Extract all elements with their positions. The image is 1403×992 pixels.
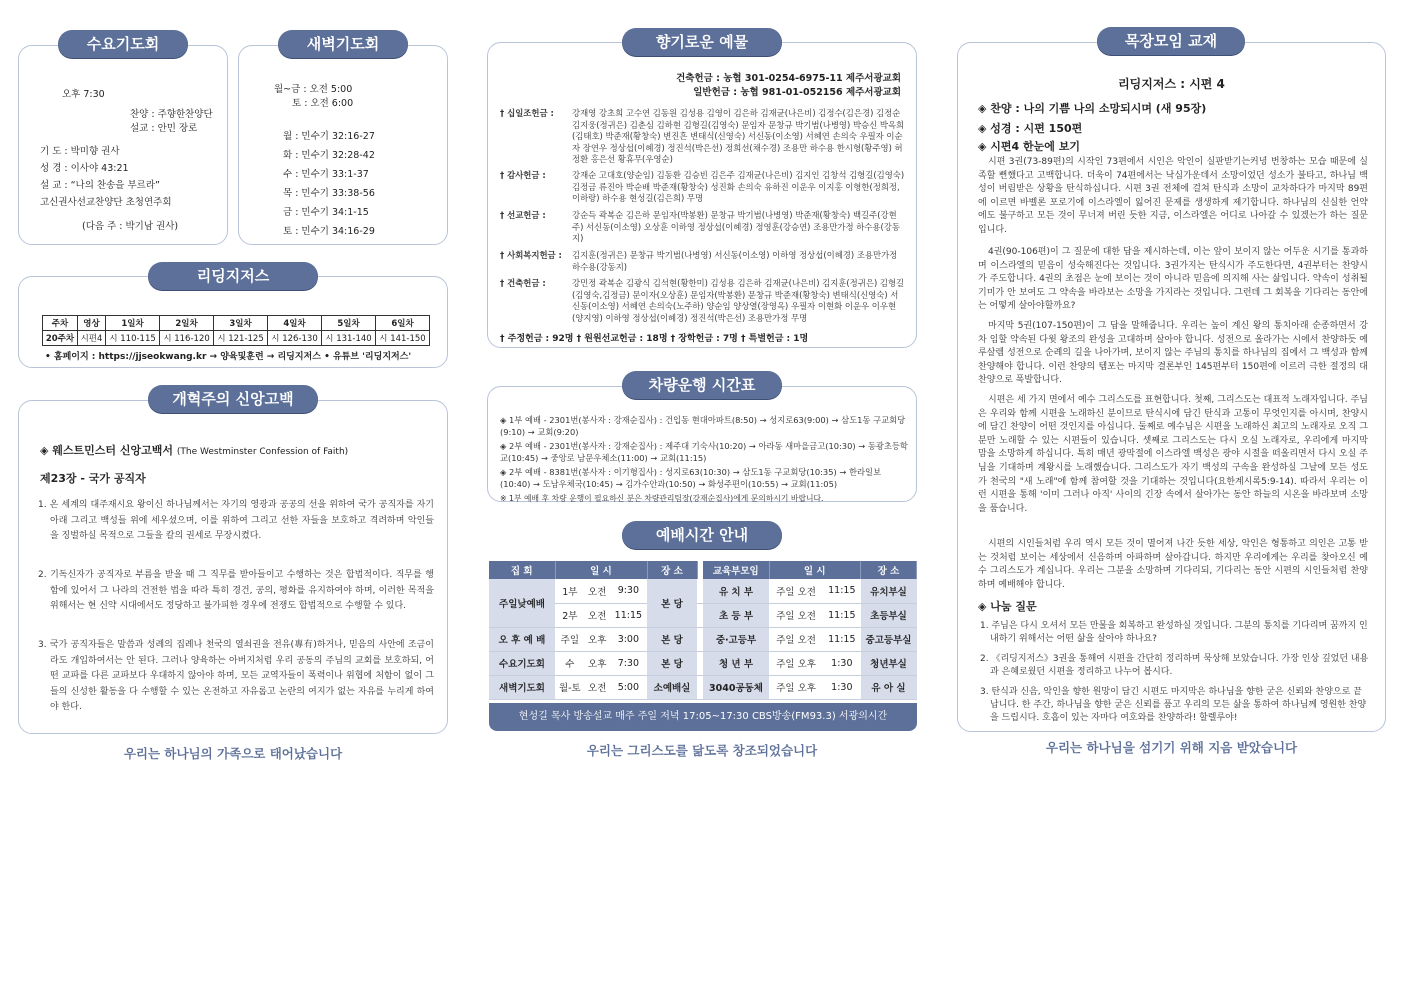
offering-group [500, 170, 905, 205]
cell-paragraph: 4권(90-106편)이 그 질문에 대한 답을 제시하는데, 이는 앞이 보이지 않는 어두운 시기를 통과하며 이스라엘의 믿음이 성숙해진다는 것입니다. 3권가지는 탄식시가 주도한다면, 4권부터는 찬양시가 주도합니다. 4권의 초점은 눈에 보이는 것이 아니라 믿음에 의지해 사는 삶입니다. 약속이 성취될 기미가 안 보여도 그 약속을 바라보는 소망을 가지라는 것입니다. 그런데 그 회복을 기다리는 동안에는 어떻게 살아야할까요? [978, 247, 1368, 312]
service-dept: 3040공동체 [703, 675, 769, 699]
service-cell: 오후 [585, 651, 610, 675]
reading-cell: 시 116-120 [160, 331, 214, 346]
wednesday-line: 설 교 : “나의 찬송을 부르라” [40, 180, 160, 191]
cell-question: 3. 탄식과 신음, 악인을 향한 원망이 담긴 시편도 마지막은 하나님을 향한 굳은 신뢰와 찬양으로 끝납니다. 한 주간, 하나님을 향한 굳은 신뢰를 품고 우리의 모든 삶을 통하여 하나님께 영원한 찬양을 드립시다. 호흡이 있는 자마다 여호와를 찬양하라! 할렐루야! [980, 687, 1367, 723]
confession-chapter: 제23장 - 국가 공직자 [40, 472, 146, 485]
dawn-reading: 화 : 민수기 32:28-42 [283, 150, 375, 161]
service-dept: 유 치 부 [703, 579, 769, 603]
service-cell: 주일 [555, 627, 585, 651]
dawn-reading: 수 : 민수기 33:1-37 [283, 169, 369, 180]
reading-cell: 20주차 [43, 331, 78, 346]
cell-title: 목장모임 교재 [1097, 27, 1245, 55]
reading-cell: 시 126-130 [268, 331, 322, 346]
service-cell: 월-토 [555, 675, 585, 699]
confession-heading-ko: ◈ 웨스트민스터 신앙고백서 [40, 444, 174, 457]
reading-header: 6일차 [376, 316, 430, 331]
dawn-reading: 월 : 민수기 32:16-27 [283, 131, 375, 142]
wednesday-praise: 찬양 : 주향한찬양단 [130, 109, 213, 120]
reading-header: 2일차 [160, 316, 214, 331]
service-title: 예배시간 안내 [622, 521, 782, 549]
service-cell: 7:30 [610, 651, 647, 675]
bus-line: ◈ 1부 예배 - 2301번(봉사자 : 강재순집사) : 건입동 현대아파트(8:50) → 성지로63(9:00) → 삼도1동 구교회당(9:10) → 교회(9:20) [500, 415, 906, 438]
dawn-time: 토 : 오전 6:00 [292, 98, 354, 109]
reading-cell: 시 141-150 [376, 331, 430, 346]
reading-cell: 시 121-125 [214, 331, 268, 346]
service-header: 장 소 [861, 561, 917, 579]
offering-label: † 건축헌금 : [500, 278, 546, 288]
offering-group [500, 210, 905, 245]
wednesday-time: 오후 7:30 [62, 89, 105, 100]
service-dept: 중·고등부 [703, 627, 769, 651]
confession-item: 2. 기독신자가 공직자로 부름을 받을 때 그 직무를 받아들이고 수행하는 것은 합법적이다. 직무를 행함에 있어서 그 나라의 건전한 법을 따라 특히 경건, 공의, 평화를 유지하여야 하며, 이러한 목적을 위해서는 현 신약 시대에서도 정당하고 불가피한 경우에 전쟁도 합법적으로 수행할 수 있다. [38, 570, 434, 611]
confession-heading-en: (The Westminster Confession of Faith) [176, 447, 349, 457]
cell-paragraph: 시편은 세 가지 면에서 예수 그리스도를 표현합니다. 첫째, 그리스도는 대표적 노래자입니다. 주님은 우리와 함께 시편을 노래하신 분이므로 탄식시에 담긴 탄식과 고통이 무엇인지를 아시며, 찬양시에 담긴 찬양이 어떤 것인지를 아십니다. 둘째로 예수님은 시편을 노래하신 최고의 노래자로 오직 그분만 노래할 수 있는 시편들이 있습니다. 셋째로 그리스도는 다시 오실 노래자로, 우리에게 마지막 맘을 소망하게 하십니다. 특히 매년 광막절에 이스라엘 백성은 광야 시절을 떠올리면서 다시 오실 주님을 기대하며 계왕시를 노래했습니다. 그리스도가 자기 백성의 구속을 완성하실 그날에 모든 성도가 천국의 "새 노래"에 함께 참여할 것을 기대하는 것입니다(요한계시록5:9-14). 따라서 우리는 이런 시편을 통해 '이미 그러나 아직' 사이의 긴장 속에서 살아가는 동안 하늘의 시온을 바라보며 소망을 품습니다. [978, 395, 1368, 514]
offering-group [500, 250, 905, 273]
reading-header: 주차 [43, 316, 78, 331]
service-dept: 청 년 부 [703, 651, 769, 675]
offering-names: 강재순 고대호(양순임) 김동환 김승빈 김은주 김재균(나은비) 김지인 김창석 김형길(김영숙)김정금 류진아 박순배 박준재(황창숙) 성진화 손의숙 유하진 이운우 이지홍 이형한(정희정,이하랑) 하수용 현성길(김은희) 무명 [572, 170, 905, 203]
reading-title: 리딩지저스 [148, 262, 318, 290]
wednesday-line: 고신권사선교찬양단 초청연주회 [40, 197, 172, 208]
service-header: 일 시 [555, 561, 647, 579]
dawn-title: 새벽기도회 [278, 30, 408, 58]
offering-label: † 선교헌금 : [500, 210, 546, 220]
service-place: 초등부실 [861, 603, 917, 627]
reading-header: 1일차 [106, 316, 160, 331]
cell-scripture: ◈ 성경 : 시편 150편 [978, 122, 1083, 135]
bus-note: ※ 1부 예배 후 차량 운행이 필요하신 분은 차량관리팀장(강재순집사)에게 문의하시기 바랍니다. [500, 494, 824, 503]
service-cell: 주일 오전 [769, 603, 823, 627]
footer-left: 우리는 하나님의 가족으로 태어났습니다 [123, 746, 343, 761]
service-cell: 오전 [585, 579, 610, 603]
reading-header: 영상 [77, 316, 105, 331]
confession-item: 1. 온 세계의 대주재시요 왕이신 하나님께서는 자기의 영광과 공공의 선을 위하여 국가 공직자를 자기 아래 그리고 백성들 위에 세우셨으며, 이를 위하여 그리고 선한 자들을 보호하고 격려하며 악인들을 징벌하실 목적으로 그들을 칼의 권세로 무장시켰다. [38, 500, 434, 541]
service-broadcast: 현성길 목사 방송설교 매주 주일 저녁 17:05~17:30 CBS방송(FM93.3) 서광의시간 [489, 703, 917, 731]
service-cell: 11:15 [823, 579, 860, 603]
bus-title: 차량운행 시간표 [622, 371, 782, 399]
service-cell: 5:00 [610, 675, 647, 699]
reading-table [42, 315, 430, 346]
service-cat: 오 후 예 배 [489, 627, 555, 651]
service-place: 본 당 [647, 627, 697, 651]
service-cell: 1:30 [823, 651, 860, 675]
service-cell: 1:30 [823, 675, 860, 699]
cell-paragraph: 마지막 5권(107-150편)이 그 답을 말해줍니다. 우리는 높이 계신 왕의 통치아래 순종하면서 강차 임할 약속된 다윗 왕조의 완성을 고대하며 살아야 합니다. 성전으로 올라가는 시에서 찬양하듯 예루살렘 성전으로 순례의 길을 나아가며, 보이지 않는 주님의 통치를 하나님의 집에서 그 백성과 함께 찬양해야 합니다. 이런 찬양의 템포는 마지막 결론부인 145편부터 150편에 이르러 극한 절정의 대찬양으로 폭발합니다. [978, 321, 1368, 386]
cell-praise: ◈ 찬양 : 나의 기쁨 나의 소망되시며 (새 95장) [978, 102, 1207, 115]
bus-line: ◈ 2부 예배 - 8381번(봉사자 : 이기형집사) : 성지로63(10:30) → 삼도1동 구교회당(10:35) → 한라일보(10:40) → 도남우체국(10:45) → 김가수안과(10:50) → 화성주편이(10:55) → 교회(11:05) [500, 467, 882, 490]
service-cell: 11:15 [610, 603, 647, 627]
confession-item: 3. 국가 공직자들은 말씀과 성례의 집례나 천국의 열쇠권을 전유(專有)하거나, 믿음의 사안에 조금이라도 개입하여서는 안 된다. 그러나 양육하는 아버지처럼 우리 공동의 주님의 교회를 보호하되, 어떤 교파를 다른 교파보다 우대하지 않아야 하며, 모든 교역자들이 폭력이나 위협에 처함이 없이 그들의 신성한 활동을 다 수행할 수 있는 온전하고 자유롭고 논란의 여지가 없는 자유를 누리게 하여야 한다. [38, 640, 434, 712]
service-header: 일 시 [769, 561, 860, 579]
reading-cell: 시편4 [77, 331, 105, 346]
wednesday-band: 설교 : 안민 장로 [130, 123, 198, 134]
service-dept: 초 등 부 [703, 603, 769, 627]
cell-paragraph: 시편 3권(73-89편)의 시작인 73편에서 시인은 악인이 실판받기는커녕 번창하는 모습 때문에 실족할 뻔했다고 고백합니다. 더욱이 74편에서는 낙심가운데서 소망이었던 성소가 불타고, 하나님 백성이 버림받은 상황을 탄식하십니다. 시편 3권 전체에 걸쳐 탄식과 소망이 교차하다가 마지막 89편에 이르면 바벨론 포로기에 이스라엘이 잃어진 문제를 생생하게 제기합니다. 하나님의 신실한 언약에도 불구하고 모든 것이 무너져 버린 듯한 지금, 이스라엘은 어디로 나아갈 수 있겠는가 하는 질문입니다. [978, 157, 1368, 235]
offering-names: 김지훈(정귀은) 문창규 박기범(나병영) 서신동(이소영) 이하영 정상섭(이혜경) 조용만가정 하수용(강동지) [572, 250, 898, 272]
offering-account: 건축헌금 : 농협 301-0254-6975-11 제주서광교회 [676, 73, 901, 84]
service-cat: 새벽기도회 [489, 675, 555, 699]
service-header: 집 회 [489, 561, 555, 579]
service-cell: 11:15 [823, 627, 860, 651]
reading-cell: 시 131-140 [322, 331, 376, 346]
offering-label: † 감사헌금 : [500, 170, 546, 180]
cell-overview: ◈ 시편4 한눈에 보기 [978, 140, 1080, 153]
wednesday-next: (다음 주 : 박기남 권사) [82, 221, 179, 232]
dawn-reading: 토 : 민수기 34:16-29 [283, 226, 375, 237]
confession-title: 개혁주의 신앙고백 [148, 385, 318, 413]
wednesday-line: 성 경 : 이사야 43:21 [40, 163, 129, 174]
reading-header: 5일차 [322, 316, 376, 331]
service-cell: 오후 [585, 627, 610, 651]
service-cell: 3:00 [610, 627, 647, 651]
service-cell: 주일 오전 [769, 579, 823, 603]
cell-question: 2. 《리딩지저스》3권을 통해여 시편을 간단히 정리하며 묵상해 보았습니다. 가장 인상 깊었던 내용과 은혜로웠던 시편을 정리하고 나누어 봅시다. [980, 654, 1369, 677]
service-header: 교육부모임 [703, 561, 769, 579]
offering-group [500, 278, 905, 324]
dawn-time: 월~금 : 오전 5:00 [274, 84, 353, 95]
offering-names: 강재영 강초희 고수연 김동원 김성용 김영이 김은하 김재균(나은비) 김정수(김은경) 김정순 김지웅(정귀은) 김춘심 김하현 김형길(김영숙) 문임자 문창규 박기범(나병영) 박승신 박옥희(김태호) 박준재(황창숙) 변진흔 변태식(신영숙) 서신동(이소영) 서혜연 손의숙 우필자 이순자 장연우 정상섭(이혜경) 정진석(박은선) 정희선(채수경) 조용만 하수용 한시형(황주영) 허정환 홍은선 황휴무(우영순) [572, 108, 905, 164]
service-cell: 2부 [555, 603, 585, 627]
service-place: 청년부실 [861, 651, 917, 675]
dawn-reading: 금 : 민수기 34:1-15 [283, 207, 369, 218]
service-place: 소예배실 [647, 675, 697, 699]
service-cat: 수요기도회 [489, 651, 555, 675]
service-cell: 오전 [585, 603, 610, 627]
footer-middle: 우리는 그리스도를 닮도록 창조되었습니다 [586, 743, 818, 758]
offering-summary: † 주정헌금 : 92명 † 원원선교헌금 : 18명 † 장학헌금 : 7명 † 특별헌금 : 1명 [500, 334, 809, 344]
reading-cell: 시 110-115 [106, 331, 160, 346]
offering-account: 일반헌금 : 농협 981-01-052156 제주서광교회 [693, 87, 901, 98]
service-cell: 오전 [585, 675, 610, 699]
wednesday-title: 수요기도회 [58, 30, 188, 58]
confession-heading [40, 442, 348, 458]
footer-right: 우리는 하나님을 섬기기 위해 지음 받았습니다 [1045, 740, 1298, 755]
service-header: 장 소 [647, 561, 697, 579]
cell-question: 1. 주님은 다시 오셔서 모든 만물을 회복하고 완성하실 것입니다. 그분의 통치를 기다리며 꿈까지 인내하기 위해서는 어떤 삶을 살아야 하나요? [980, 621, 1368, 644]
service-cell: 11:15 [823, 603, 860, 627]
offering-group [500, 108, 905, 166]
service-cell: 수 [555, 651, 585, 675]
service-cell: 9:30 [610, 579, 647, 603]
cell-paragraph: 시편의 시인들처럼 우리 역시 모든 것이 멸어져 나간 듯한 세상, 악인은 형통하고 의인은 고통 받는 것처럼 보이는 세상에서 신음하며 아파하며 살아갑니다. 하지만 우리에게는 우리를 찾아오신 예수 그리스도가 계십니다. 우리는 그분을 소망하며 기다리되, 기다리는 동안 시편의 시인들처럼 찬양하며 예배해야 합니다. [978, 539, 1368, 590]
bus-line: ◈ 2부 예배 - 2301번(봉사자 : 강재순집사) : 제주대 기숙사(10:20) → 아라동 새마을금고(10:30) → 동광초등학교(10:45) → 중앙로 남문우체소(11:00) → 교회(11:15) [500, 441, 908, 464]
service-cell: 주일 오후 [769, 675, 823, 699]
service-place: 유 아 실 [861, 675, 917, 699]
reading-header: 3일차 [214, 316, 268, 331]
service-place: 중고등부실 [861, 627, 917, 651]
offering-label: † 사회복지헌금 : [500, 250, 562, 260]
wednesday-line: 기 도 : 박미향 권사 [40, 146, 120, 157]
reading-header: 4일차 [268, 316, 322, 331]
service-place: 본 당 [647, 651, 697, 675]
service-cell: 1부 [555, 579, 585, 603]
service-place: 본 당 [647, 579, 697, 627]
dawn-reading: 목 : 민수기 33:38-56 [283, 188, 375, 199]
offering-names: 강민정 곽복순 김광식 김석현(황한미) 김성용 김은하 김재균(나은비) 김지훈(정귀은) 김형길(김영숙,김정금) 문이자(오상훈) 문임자(박봉환) 문창규 박준재(황창숙) 변태식(신영숙) 서신동(이소영) 서혜연 손의숙(노주하) 양순임 양상열(장영옥) 우필자 이현화 이운우 이우현(양지영) 이하영 정상섭(이혜경) 정진석(박은선) 조용만가정 무명 [572, 278, 905, 323]
reading-links[interactable]: • 홈페이지 : https://jjseokwang.kr → 양육및훈련 → 리딩지저스 • 유튜브 '리딩지저스' [45, 352, 412, 362]
service-cat: 주일낮예배 [489, 579, 555, 627]
cell-subtitle: 리딩지저스 : 시편 4 [1118, 77, 1225, 91]
service-cell: 주일 오후 [769, 651, 823, 675]
offering-names: 강순득 곽복순 김은하 문임자(박봉환) 문창규 박기범(나병영) 박준재(황창숙) 백길주(강현주) 서신동(이소영) 오상훈 이하영 정상섭(이혜경) 정영훈(강승연) 조용만가정 하수용(강동지) [572, 210, 900, 243]
offering-label: † 십일조헌금 : [500, 108, 554, 118]
service-cell: 주일 오전 [769, 627, 823, 651]
cell-share: ◈ 나눔 질문 [978, 600, 1037, 613]
offering-title: 향기로운 예물 [622, 28, 782, 56]
service-place: 유치부실 [861, 579, 917, 603]
service-table [489, 561, 917, 700]
